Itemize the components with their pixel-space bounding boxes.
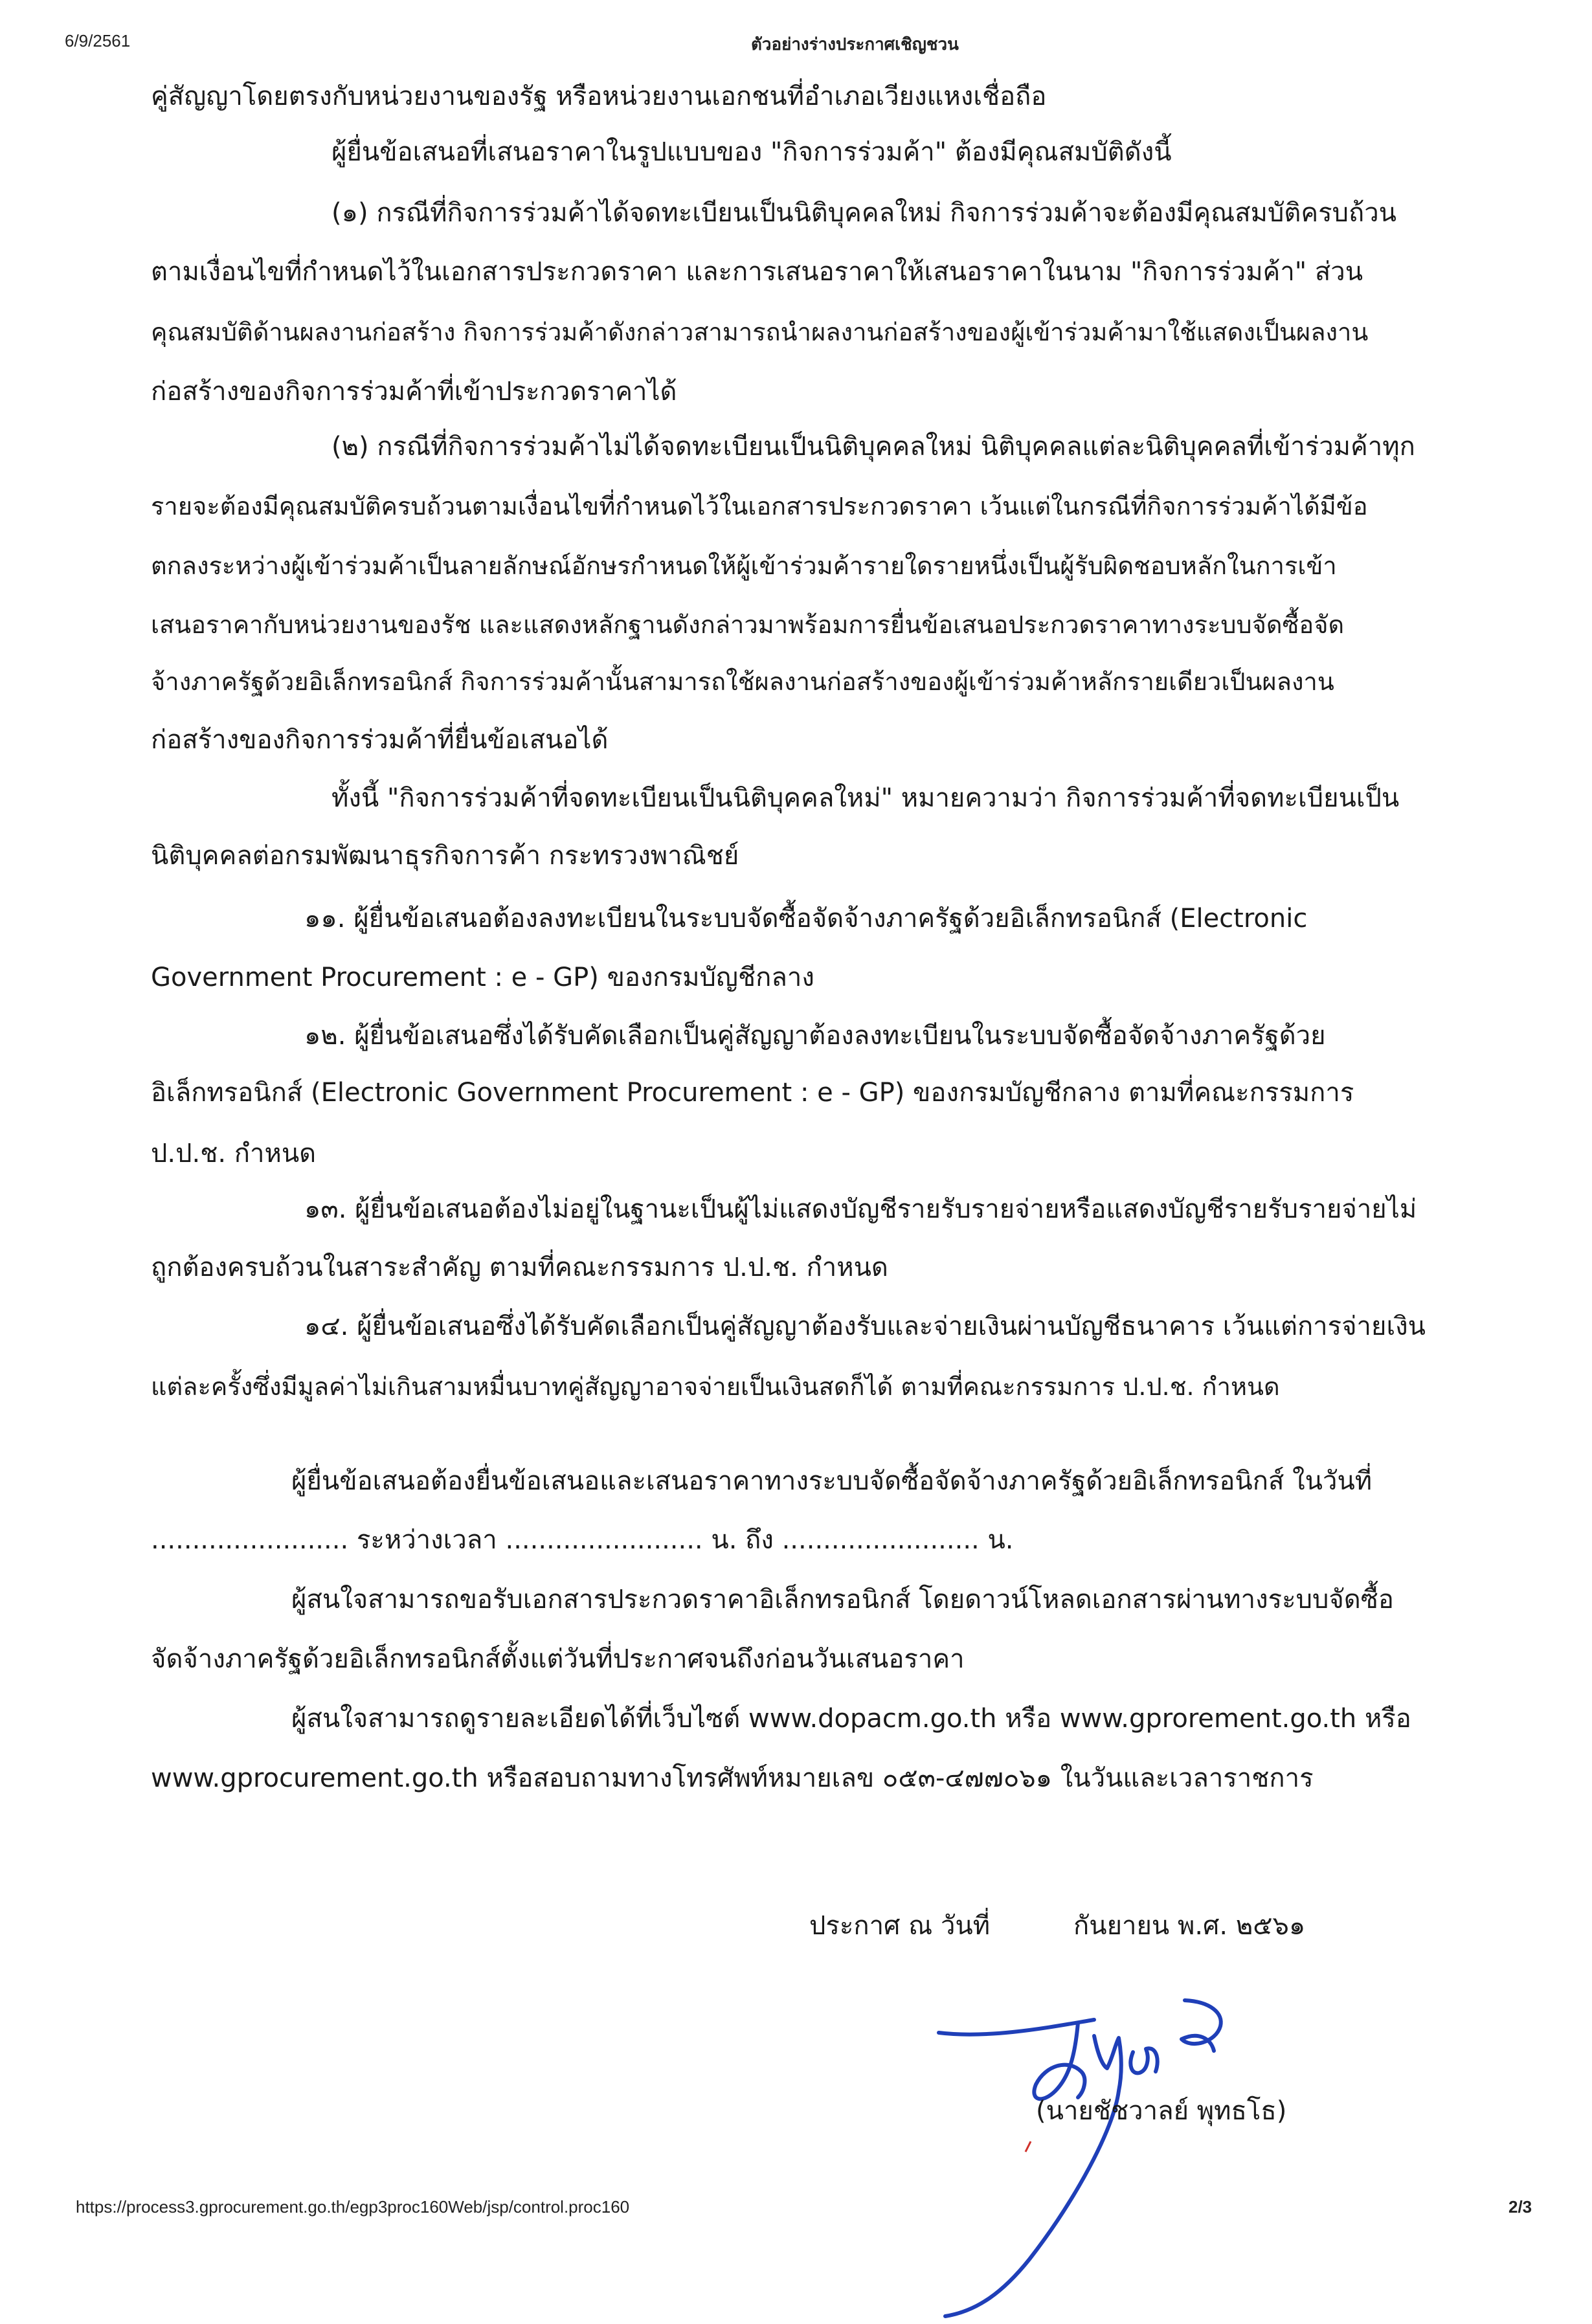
body-line: www.gprocurement.go.th หรือสอบถามทางโทรศัพท์หมายเลข ๐๕๓-๔๗๗๐๖๑ ในวันและเวลาราชการ [151,1763,1314,1793]
body-line: จ้างภาครัฐด้วยอิเล็กทรอนิกส์ กิจการร่วมค้านั้นสามารถใช้ผลงานก่อสร้างของผู้เข้าร่วมค้าหลักรายเดียวเป็นผลงาน [151,667,1334,696]
page-header-title: ตัวอย่างร่างประกาศเชิญชวน [751,34,959,54]
announce-label: ประกาศ ณ วันที่ [809,1911,991,1941]
body-line: อิเล็กทรอนิกส์ (Electronic Government Procurement : e - GP) ของกรมบัญชีกลาง ตามที่คณะกรรมการ [151,1078,1354,1108]
body-line: คุณสมบัติด้านผลงานก่อสร้าง กิจการร่วมค้าดังกล่าวสามารถนำผลงานก่อสร้างของผู้เข้าร่วมค้ามาใช้แสดงเป็นผลงาน [151,318,1369,346]
body-line: ผู้ยื่นข้อเสนอที่เสนอราคาในรูปแบบของ "กิจการร่วมค้า" ต้องมีคุณสมบัติดังนี้ [331,137,1172,167]
body-line: ๑๒. ผู้ยื่นข้อเสนอซึ่งได้รับคัดเลือกเป็นคู่สัญญาต้องลงทะเบียนในระบบจัดซื้อจัดจ้างภาครัฐด้วย [304,1021,1326,1051]
body-line: ตกลงระหว่างผู้เข้าร่วมค้าเป็นลายลักษณ์อักษรกำหนดให้ผู้เข้าร่วมค้ารายใดรายหนึ่งเป็นผู้รับผิดชอบหลักในการเข้า [151,552,1337,580]
body-line: (๒) กรณีที่กิจการร่วมค้าไม่ได้จดทะเบียนเป็นนิติบุคคลใหม่ นิติบุคคลแต่ละนิติบุคคลที่เข้าร่วมค้าทุก [331,432,1415,462]
body-line: นิติบุคคลต่อกรมพัฒนาธุรกิจการค้า กระทรวงพาณิชย์ [151,841,739,871]
body-line: ผู้สนใจสามารถขอรับเอกสารประกวดราคาอิเล็กทรอนิกส์ โดยดาวน์โหลดเอกสารผ่านทางระบบจัดซื้อ [291,1585,1394,1615]
body-line: ก่อสร้างของกิจการร่วมค้าที่ยื่นข้อเสนอได้ [151,725,609,755]
body-line: แต่ละครั้งซึ่งมีมูลค่าไม่เกินสามหมื่นบาทคู่สัญญาอาจจ่ายเป็นเงินสดก็ได้ ตามที่คณะกรรมการ ป.ป.ช. กำหนด [151,1372,1280,1401]
announce-date: กันยายน พ.ศ. ๒๕๖๑ [1073,1911,1306,1941]
signature-mark [861,1961,1262,2324]
page-number: 2/3 [1508,2197,1532,2217]
body-line: ตามเงื่อนไขที่กำหนดไว้ในเอกสารประกวดราคา และการเสนอราคาให้เสนอราคาในนาม "กิจการร่วมค้า" ส่วน [151,257,1363,287]
body-line: เสนอราคากับหน่วยงานของรัช และแสดงหลักฐานดังกล่าวมาพร้อมการยื่นข้อเสนอประกวดราคาทางระบบจัดซื้อจัด [151,610,1345,639]
body-line: รายจะต้องมีคุณสมบัติครบถ้วนตามเงื่อนไขที่กำหนดไว้ในเอกสารประกวดราคา เว้นแต่ในกรณีที่กิจการร่วมค้าได้มีข้อ [151,492,1368,520]
body-line: ........................ ระหว่างเวลา ........................ น. ถึง ........................ น. [151,1525,1014,1555]
body-line: ป.ป.ช. กำหนด [151,1139,317,1168]
print-date: 6/9/2561 [65,31,131,50]
body-line: ๑๔. ผู้ยื่นข้อเสนอซึ่งได้รับคัดเลือกเป็นคู่สัญญาต้องรับและจ่ายเงินผ่านบัญชีธนาคาร เว้นแต่การจ่ายเงิน [304,1312,1426,1341]
body-line: ก่อสร้างของกิจการร่วมค้าที่เข้าประกวดราคาได้ [151,377,677,407]
footer-url[interactable]: https://process3.gprocurement.go.th/egp3proc160Web/jsp/control.proc160 [76,2197,630,2217]
body-line: ผู้ยื่นข้อเสนอต้องยื่นข้อเสนอและเสนอราคาทางระบบจัดซื้อจัดจ้างภาครัฐด้วยอิเล็กทรอนิกส์ ในวันที่ [291,1466,1373,1496]
signer-name: (นายชัชวาลย์ พุทธโธ) [1036,2096,1287,2126]
body-line: (๑) กรณีที่กิจการร่วมค้าได้จดทะเบียนเป็นนิติบุคคลใหม่ กิจการร่วมค้าจะต้องมีคุณสมบัติครบถ้วน [331,198,1397,228]
body-line: ถูกต้องครบถ้วนในสาระสำคัญ ตามที่คณะกรรมการ ป.ป.ช. กำหนด [151,1253,888,1282]
body-line: ๑๓. ผู้ยื่นข้อเสนอต้องไม่อยู่ในฐานะเป็นผู้ไม่แสดงบัญชีรายรับรายจ่ายหรือแสดงบัญชีรายรับรายจ่ายไม่ [304,1194,1417,1224]
body-line: ๑๑. ผู้ยื่นข้อเสนอต้องลงทะเบียนในระบบจัดซื้อจัดจ้างภาครัฐด้วยอิเล็กทรอนิกส์ (Electronic [304,904,1308,933]
body-line: Government Procurement : e - GP) ของกรมบัญชีกลาง [151,963,814,992]
body-line: ผู้สนใจสามารถดูรายละเอียดได้ที่เว็บไซต์ www.dopacm.go.th หรือ www.gprorement.go.th หรือ [291,1704,1411,1734]
body-line: จัดจ้างภาครัฐด้วยอิเล็กทรอนิกส์ตั้งแต่วันที่ประกาศจนถึงก่อนวันเสนอราคา [151,1644,965,1674]
body-line: ทั้งนี้ "กิจการร่วมค้าที่จดทะเบียนเป็นนิติบุคคลใหม่" หมายความว่า กิจการร่วมค้าที่จดทะเบียนเป็น [331,783,1400,813]
body-line: คู่สัญญาโดยตรงกับหน่วยงานของรัฐ หรือหน่วยงานเอกชนที่อำเภอเวียงแหงเชื่อถือ [151,82,1047,111]
